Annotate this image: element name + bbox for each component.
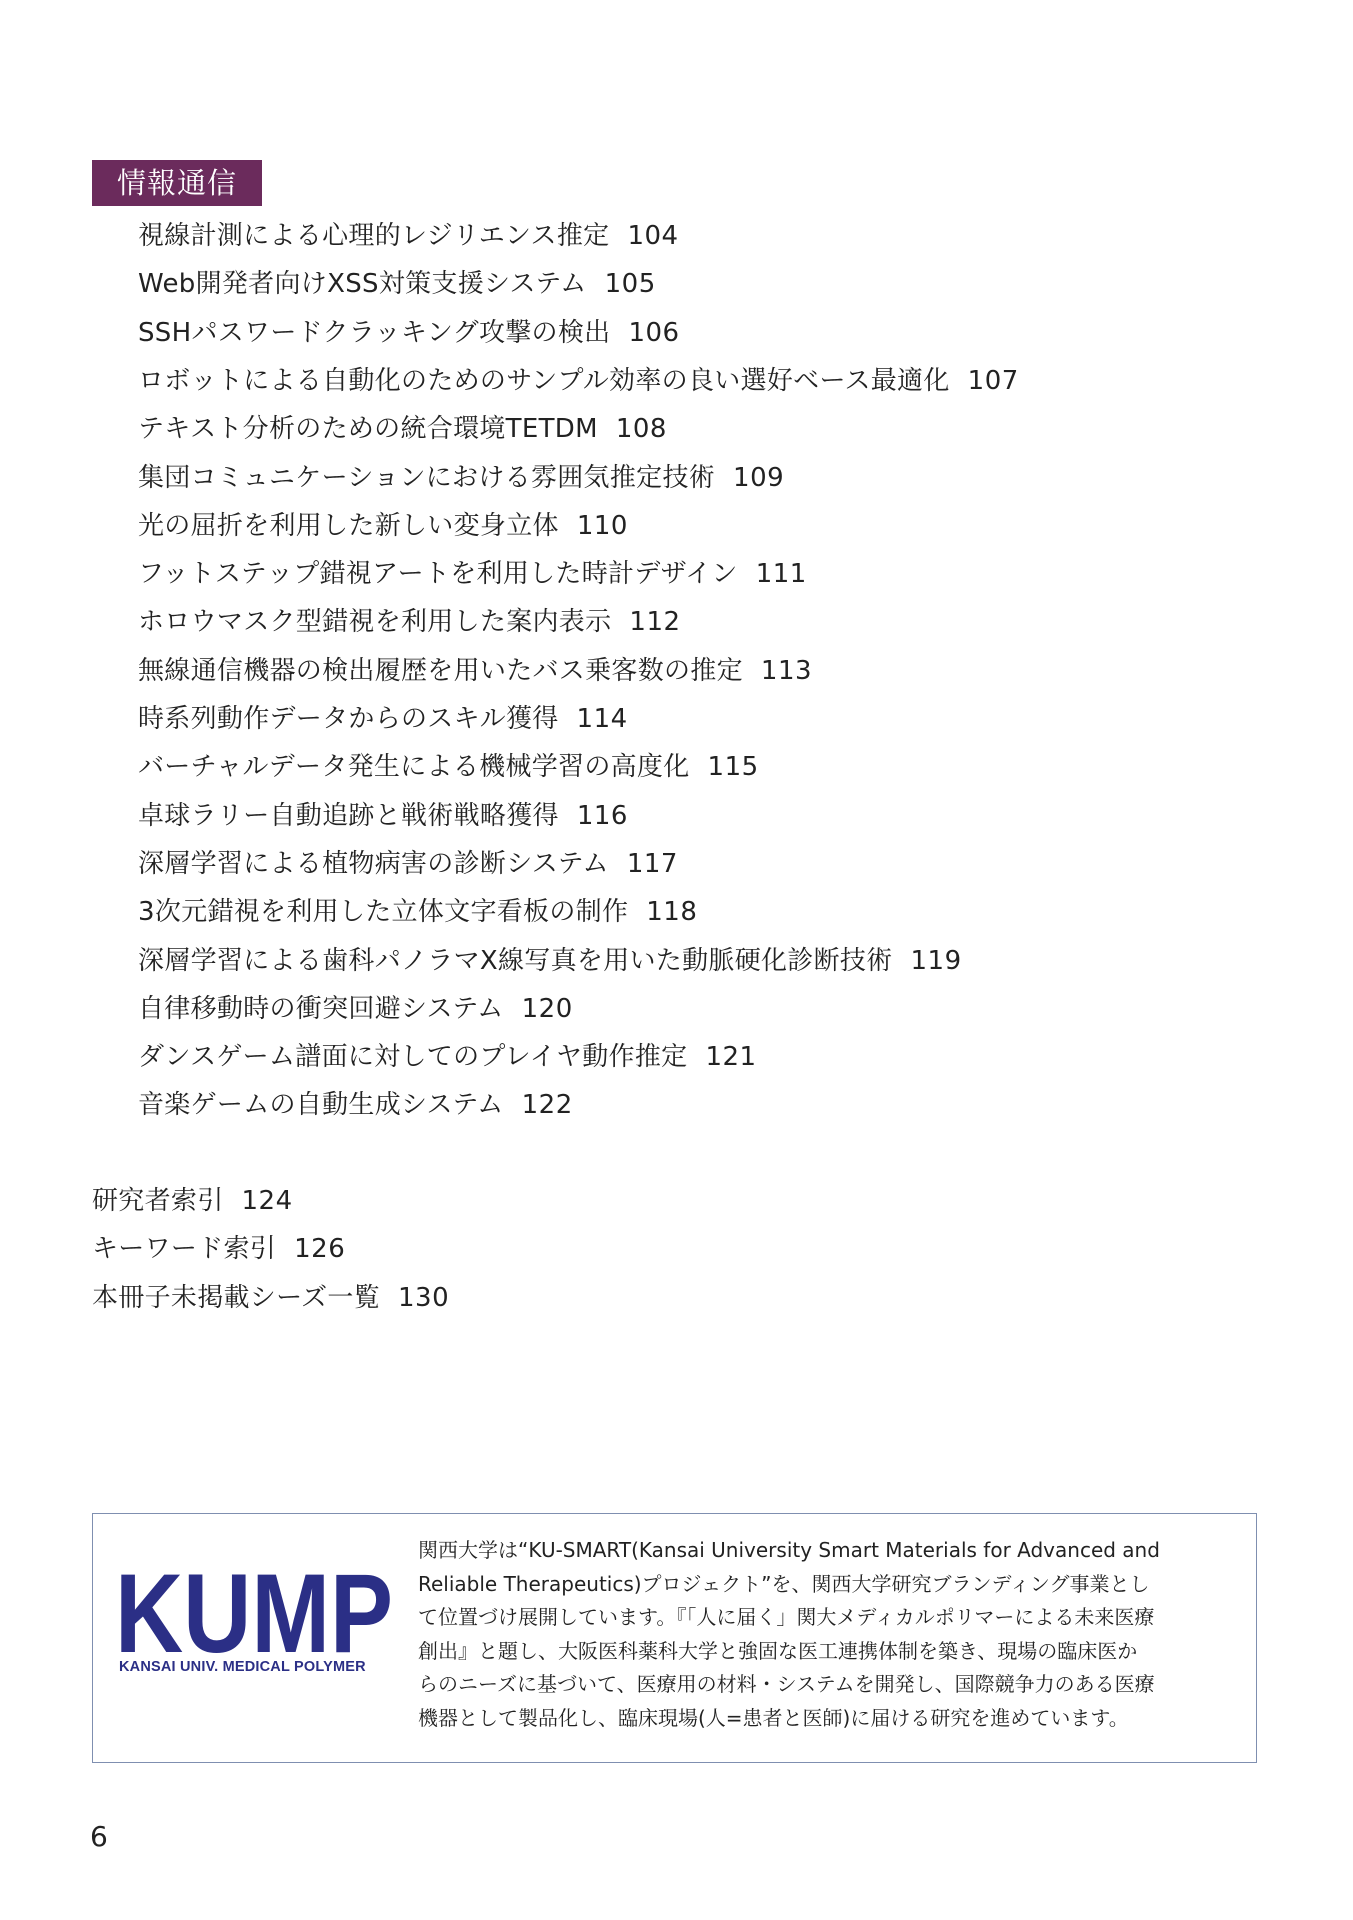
entry-page-number: 124 bbox=[241, 1186, 293, 1216]
entry-page-number: 114 bbox=[576, 704, 628, 734]
entry-page-number: 120 bbox=[521, 993, 573, 1024]
entry-title: 集団コミュニケーションにおける雰囲気推定技術 bbox=[138, 462, 716, 493]
entry-title: 卓球ラリー自動追跡と戦術戦略獲得 bbox=[138, 800, 559, 831]
kump-logo-text: KUMP bbox=[115, 1564, 393, 1676]
entry-page-number: 117 bbox=[626, 848, 678, 879]
kump-description-line: Reliable Therapeutics)プロジェクト”を、関西大学研究ブランディング事業とし bbox=[418, 1571, 1150, 1596]
entry-title: フットステップ錯視アートを利用した時計デザイン bbox=[138, 559, 738, 590]
entry-title: テキスト分析のための統合環境TETDM bbox=[138, 414, 598, 445]
kump-info-box bbox=[92, 1513, 1257, 1763]
section-label: 情報通信 bbox=[92, 160, 262, 206]
entry-title: 自律移動時の衝突回避システム bbox=[138, 993, 504, 1024]
entry-title: 光の屈折を利用した新しい変身立体 bbox=[138, 510, 559, 541]
entry-title: ホロウマスク型錯視を利用した案内表示 bbox=[138, 607, 612, 638]
entry-title: 音楽ゲームの自動生成システム bbox=[138, 1090, 504, 1121]
entry-title: Web開発者向けXSS対策支援システム bbox=[138, 269, 587, 300]
entry-page-number: 112 bbox=[629, 607, 681, 638]
entry-page-number: 130 bbox=[398, 1282, 450, 1313]
kump-description-line: 機器として製品化し、臨床現場(人=患者と医師)に届ける研究を進めています。 bbox=[418, 1705, 1129, 1730]
entry-page-number: 122 bbox=[521, 1090, 573, 1121]
entry-title: SSHパスワードクラッキング攻撃の検出 bbox=[138, 317, 611, 348]
entry-page-number: 104 bbox=[627, 221, 679, 251]
entry-page-number: 105 bbox=[604, 269, 656, 300]
entry-page-number: 109 bbox=[733, 462, 785, 493]
entry-title: 視線計測による心理的レジリエンス推定 bbox=[138, 221, 610, 251]
entry-page-number: 118 bbox=[646, 897, 698, 928]
entry-page-number: 110 bbox=[576, 510, 628, 541]
kump-description bbox=[418, 1534, 1238, 1735]
entry-page-number: 113 bbox=[760, 655, 813, 686]
page-number: 6 bbox=[90, 1820, 108, 1853]
entry-title: ロボットによる自動化のためのサンプル効率の良い選好ベース最適化 bbox=[138, 365, 950, 396]
entry-title: ダンスゲーム譜面に対してのプレイヤ動作推定 bbox=[138, 1042, 688, 1073]
entry-title: バーチャルデータ発生による機械学習の高度化 bbox=[138, 752, 690, 783]
kump-logo-subtitle: KANSAI UNIV. MEDICAL POLYMER bbox=[119, 1659, 366, 1675]
entry-title: 深層学習による歯科パノラマX線写真を用いた動脈硬化診断技術 bbox=[138, 945, 893, 976]
entry-title: 無線通信機器の検出履歴を用いたバス乗客数の推定 bbox=[138, 655, 743, 686]
entry-page-number: 111 bbox=[755, 559, 807, 590]
entry-title: 3次元錯視を利用した立体文字看板の制作 bbox=[138, 897, 629, 928]
entry-title: キーワード索引 bbox=[92, 1234, 277, 1265]
kump-description-line: 創出』と題し、大阪医科薬科大学と強固な医工連携体制を築き、現場の臨床医か bbox=[418, 1638, 1138, 1663]
entry-title: 本冊子未掲載シーズ一覧 bbox=[92, 1282, 381, 1313]
kump-description-line: て位置づけ展開しています。『「人に届く」関大メディカルポリマーによる未来医療 bbox=[418, 1605, 1155, 1629]
entry-page-number: 116 bbox=[576, 800, 628, 831]
entry-title: 深層学習による植物病害の診断システム bbox=[138, 848, 609, 879]
entry-title: 研究者索引 bbox=[92, 1186, 224, 1216]
entry-page-number: 119 bbox=[910, 945, 962, 976]
entry-title: 時系列動作データからのスキル獲得 bbox=[138, 704, 559, 734]
entry-page-number: 106 bbox=[628, 317, 680, 348]
kump-description-line: 関西大学は“KU-SMART(Kansai University Smart Materials for Advanced and bbox=[418, 1538, 1160, 1562]
kump-description-line: らのニーズに基づいて、医療用の材料・システムを開発し、国際競争力のある医療 bbox=[418, 1672, 1155, 1696]
entry-page-number: 126 bbox=[294, 1234, 346, 1265]
entry-page-number: 108 bbox=[615, 414, 667, 445]
entry-page-number: 115 bbox=[707, 752, 759, 783]
entry-page-number: 121 bbox=[705, 1042, 757, 1073]
entry-page-number: 107 bbox=[967, 365, 1019, 396]
